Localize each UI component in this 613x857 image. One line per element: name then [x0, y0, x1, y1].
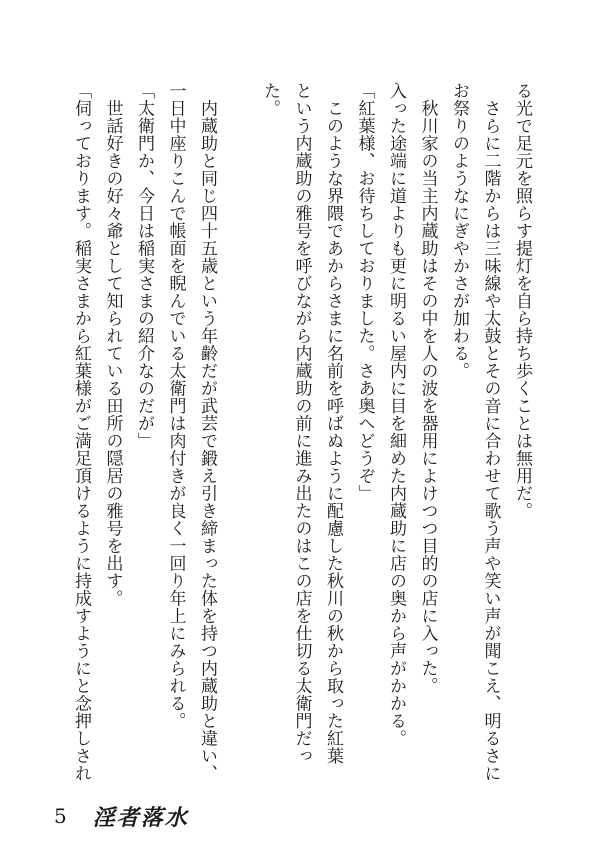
text-line: た。	[260, 82, 280, 117]
text-line: 一日中座りこんで帳面を睨んでいる太衛門は肉付きが良く一回り年上にみられる。	[165, 82, 186, 730]
text-line: 内蔵助と同じ四十五歳という年齢だが武芸で鍛え引き締まった体を持つ内蔵助と違い、	[197, 82, 217, 782]
book-title: 淫者落水	[92, 804, 189, 831]
text-line: さらに二階からは三味線や太鼓とその音に合わせて歌う声や笑い声が聞こえ、明るさに	[480, 82, 501, 782]
vertical-body-text	[71, 82, 537, 810]
text-line: 「太衛門か、今日は稲実さまの紹介なのだが」	[134, 82, 154, 450]
text-line: お祭りのようなにぎやかさが加わる。	[449, 82, 469, 380]
text-line: 「紅葉様、お待ちしておりました。さあ奥へどうぞ」	[354, 82, 375, 502]
page-number: 5	[54, 804, 67, 828]
text-line: る光で足元を照らす提灯を自ら持ち歩くことは無用だ。	[512, 82, 532, 520]
text-line: このような界隈であからさまに名前を呼ばぬように配慮した秋川の秋から取った紅葉	[323, 82, 343, 765]
page-footer	[54, 801, 189, 831]
text-line: 秋川家の当主内蔵助はその中を人の波を器用によけつつ目的の店に入った。	[417, 82, 438, 695]
text-line: 入った途端に道よりも更に明るい屋内に目を細めた内蔵助に店の奥から声がかかる。	[386, 82, 406, 747]
text-line: 世話好きの好々爺として知られている田所の隠居の雅号を出す。	[102, 82, 123, 607]
text-line: 「伺っております。稲実さまから紅葉様がご満足頂けるように持成すようにと念押しされ	[71, 82, 91, 782]
blank-line	[222, 82, 254, 810]
text-line: という内蔵助の雅号を呼びながら内蔵助の前に進み出たのはこの店を仕切る太衛門だっ	[291, 82, 312, 765]
